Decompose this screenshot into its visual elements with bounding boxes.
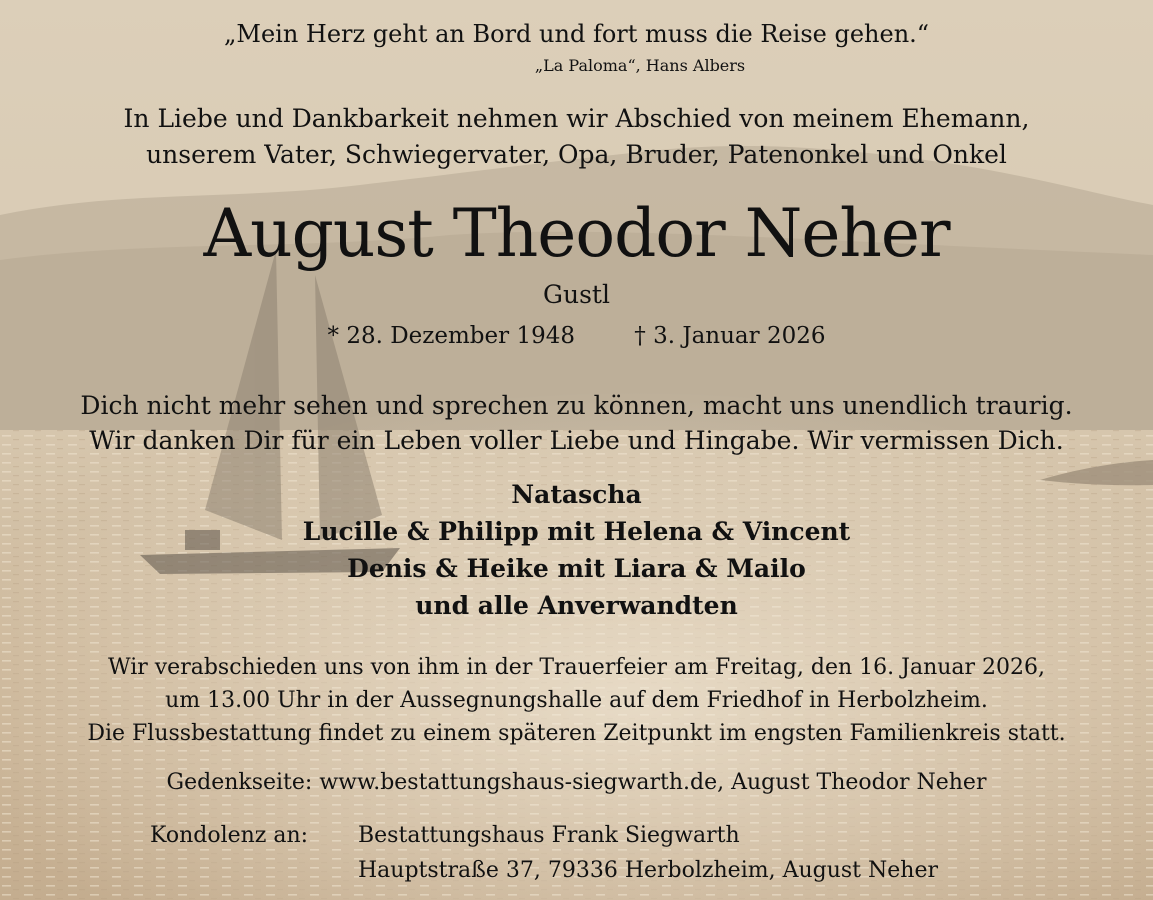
life-dates [0,323,1153,349]
memorial-page-link: Gedenkseite: www.bestattungshaus-siegwarth.de, August Theodor Neher [166,770,987,795]
birth-date: * 28. Dezember 1948 [327,323,575,349]
quote-source: „La Paloma“, Hans Albers [534,56,746,75]
deceased-nickname: Gustl [543,280,610,309]
intro-text [0,101,1153,173]
family-member: Denis & Heike mit Liara & Mailo [347,554,806,583]
death-date: † 3. Januar 2026 [634,323,826,349]
ceremony-info [0,651,1153,750]
sorrow-line: Dich nicht mehr sehen und sprechen zu können, macht uns unendlich traurig. [80,391,1073,420]
ceremony-line: Die Flussbestattung findet zu einem späteren Zeitpunkt im engsten Familienkreis statt. [87,721,1066,746]
sorrow-line: Wir danken Dir für ein Leben voller Liebe und Hingabe. Wir vermissen Dich. [89,426,1064,455]
family-member: Lucille & Philipp mit Helena & Vincent [302,517,851,546]
family-member: und alle Anverwandten [415,591,738,620]
ceremony-line: um 13.00 Uhr in der Aussegnungshalle auf dem Friedhof in Herbolzheim. [165,688,988,713]
condolence-line: Bestattungshaus Frank Siegwarth [358,823,740,848]
family-list [0,476,1153,624]
sorrow-text [0,388,1153,458]
ceremony-line: Wir verabschieden uns von ihm in der Trauerfeier am Freitag, den 16. Januar 2026, [107,655,1046,680]
family-member: Natascha [511,480,642,509]
deceased-name: August Theodor Neher [203,195,950,272]
condolence-address [358,818,938,888]
quote-text: „Mein Herz geht an Bord und fort muss die Reise gehen.“ [223,20,930,48]
condolence-label: Kondolenz an: [150,823,309,848]
condolence-line: Hauptstraße 37, 79336 Herbolzheim, August Neher [358,858,938,883]
intro-line: In Liebe und Dankbarkeit nehmen wir Abschied von meinem Ehemann, [123,104,1030,133]
intro-line: unserem Vater, Schwiegervater, Opa, Bruder, Patenonkel und Onkel [146,140,1007,169]
